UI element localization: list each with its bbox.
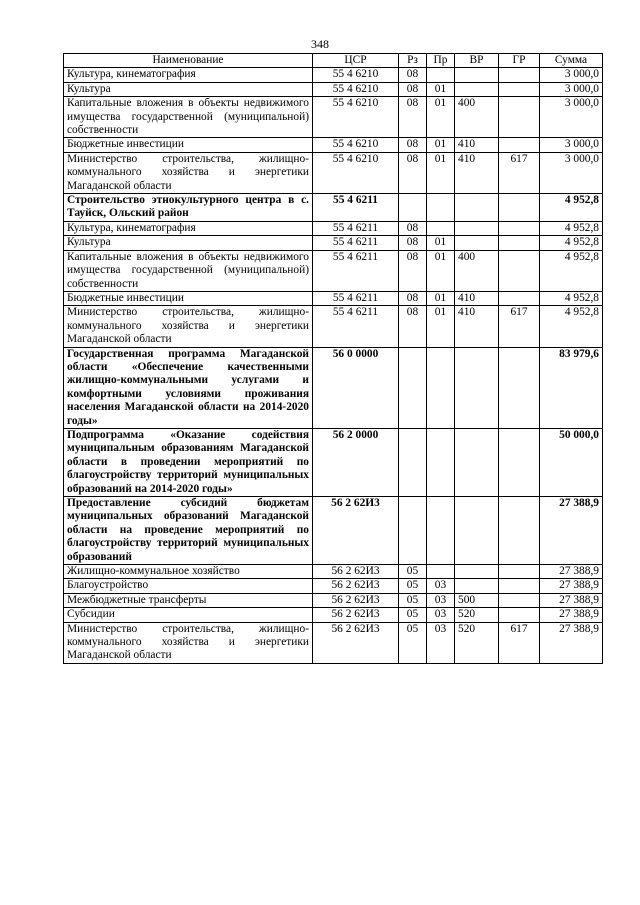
table-row (64, 593, 603, 607)
cell-vr (455, 579, 499, 593)
cell-name: Строительство этнокультурного центра в с. Тауйск, Ольский район (64, 194, 313, 222)
cell-sum: 3 000,0 (540, 82, 603, 96)
table-row (64, 236, 603, 250)
table-row (64, 347, 603, 428)
cell-csr: 56 0 0000 (313, 347, 399, 428)
cell-pr: 01 (427, 250, 455, 291)
cell-gr (499, 291, 540, 305)
header-csr: ЦСР (313, 54, 399, 68)
cell-csr: 55 4 6211 (313, 250, 399, 291)
cell-rz (399, 347, 427, 428)
cell-pr (427, 221, 455, 235)
cell-rz: 08 (399, 68, 427, 82)
table-row (64, 291, 603, 305)
header-vr: ВР (455, 54, 499, 68)
cell-rz: 05 (399, 622, 427, 663)
cell-rz (399, 428, 427, 496)
table-row (64, 608, 603, 622)
cell-csr: 55 4 6210 (313, 152, 399, 193)
cell-pr: 03 (427, 593, 455, 607)
cell-sum: 27 388,9 (540, 593, 603, 607)
cell-pr (427, 428, 455, 496)
cell-vr (455, 236, 499, 250)
cell-csr: 56 2 62И3 (313, 622, 399, 663)
cell-sum: 27 388,9 (540, 565, 603, 579)
cell-name: Межбюджетные трансферты (64, 593, 313, 607)
cell-vr (455, 221, 499, 235)
table-row (64, 428, 603, 496)
cell-name: Предоставление субсидий бюджетам муниципальных образований Магаданской области на проведение мероприятий по благоустройству территорий муниципальных образований (64, 497, 313, 565)
cell-csr: 55 4 6211 (313, 194, 399, 222)
cell-pr: 01 (427, 97, 455, 138)
cell-rz: 08 (399, 236, 427, 250)
cell-csr: 56 2 62И3 (313, 593, 399, 607)
cell-pr (427, 497, 455, 565)
cell-gr (499, 82, 540, 96)
cell-rz: 08 (399, 306, 427, 347)
header-sum: Сумма (540, 54, 603, 68)
cell-sum: 4 952,8 (540, 291, 603, 305)
cell-vr: 410 (455, 152, 499, 193)
cell-vr: 400 (455, 97, 499, 138)
cell-rz: 05 (399, 593, 427, 607)
cell-name: Бюджетные инвестиции (64, 138, 313, 152)
cell-gr (499, 593, 540, 607)
cell-pr: 03 (427, 622, 455, 663)
cell-sum: 27 388,9 (540, 622, 603, 663)
table-body (64, 68, 603, 663)
cell-csr: 56 2 62И3 (313, 608, 399, 622)
cell-pr (427, 194, 455, 222)
cell-name: Жилищно-коммунальное хозяйство (64, 565, 313, 579)
cell-vr: 520 (455, 608, 499, 622)
cell-pr: 01 (427, 291, 455, 305)
cell-sum: 4 952,8 (540, 236, 603, 250)
table-header-row (64, 54, 603, 68)
cell-pr: 03 (427, 608, 455, 622)
cell-vr (455, 82, 499, 96)
cell-name: Культура, кинематография (64, 68, 313, 82)
cell-csr: 55 4 6210 (313, 82, 399, 96)
table-row (64, 152, 603, 193)
cell-name: Министерство строительства, жилищно-коммунального хозяйства и энергетики Магаданской области (64, 306, 313, 347)
cell-csr: 55 4 6211 (313, 291, 399, 305)
cell-sum: 4 952,8 (540, 250, 603, 291)
cell-name: Капитальные вложения в объекты недвижимого имущества государственной (муниципальной) собственности (64, 97, 313, 138)
cell-gr (499, 250, 540, 291)
header-rz: Рз (399, 54, 427, 68)
cell-gr (499, 347, 540, 428)
cell-vr (455, 347, 499, 428)
cell-csr: 55 4 6210 (313, 138, 399, 152)
table-row (64, 82, 603, 96)
cell-gr (499, 236, 540, 250)
cell-csr: 56 2 62И3 (313, 579, 399, 593)
cell-rz: 08 (399, 291, 427, 305)
cell-csr: 56 2 0000 (313, 428, 399, 496)
cell-csr: 55 4 6210 (313, 97, 399, 138)
cell-name: Бюджетные инвестиции (64, 291, 313, 305)
cell-name: Субсидии (64, 608, 313, 622)
cell-csr: 56 2 62И3 (313, 497, 399, 565)
table-row (64, 250, 603, 291)
cell-name: Министерство строительства, жилищно-коммунального хозяйства и энергетики Магаданской области (64, 152, 313, 193)
cell-name: Государственная программа Магаданской области «Обеспечение качественными жилищно-коммунальными услугами и комфортными условиями проживания населения Магаданской области на 2014-2020 годы» (64, 347, 313, 428)
cell-name: Культура (64, 82, 313, 96)
table-row (64, 97, 603, 138)
cell-pr (427, 347, 455, 428)
table-row (64, 565, 603, 579)
cell-csr: 55 4 6211 (313, 306, 399, 347)
cell-name: Благоустройство (64, 579, 313, 593)
cell-rz: 05 (399, 579, 427, 593)
cell-rz (399, 497, 427, 565)
header-gr: ГР (499, 54, 540, 68)
cell-gr: 617 (499, 306, 540, 347)
cell-vr (455, 565, 499, 579)
cell-pr: 03 (427, 579, 455, 593)
cell-sum: 3 000,0 (540, 68, 603, 82)
cell-vr: 410 (455, 138, 499, 152)
cell-vr (455, 497, 499, 565)
cell-sum: 3 000,0 (540, 97, 603, 138)
cell-vr: 410 (455, 291, 499, 305)
cell-gr (499, 497, 540, 565)
cell-csr: 55 4 6210 (313, 68, 399, 82)
header-pr: Пр (427, 54, 455, 68)
table-row (64, 68, 603, 82)
cell-rz (399, 194, 427, 222)
cell-sum: 4 952,8 (540, 194, 603, 222)
table-row (64, 194, 603, 222)
cell-gr (499, 194, 540, 222)
cell-sum: 27 388,9 (540, 608, 603, 622)
cell-pr: 01 (427, 306, 455, 347)
table-row (64, 221, 603, 235)
cell-sum: 50 000,0 (540, 428, 603, 496)
cell-csr: 55 4 6211 (313, 236, 399, 250)
cell-sum: 83 979,6 (540, 347, 603, 428)
cell-vr: 500 (455, 593, 499, 607)
cell-sum: 4 952,8 (540, 221, 603, 235)
table-row (64, 622, 603, 663)
cell-gr (499, 68, 540, 82)
cell-pr: 01 (427, 82, 455, 96)
cell-vr (455, 428, 499, 496)
cell-gr (499, 565, 540, 579)
cell-vr: 520 (455, 622, 499, 663)
cell-gr (499, 608, 540, 622)
table-row (64, 138, 603, 152)
cell-name: Культура, кинематография (64, 221, 313, 235)
cell-vr: 400 (455, 250, 499, 291)
page-number: 348 (311, 37, 329, 51)
cell-pr (427, 565, 455, 579)
cell-sum: 27 388,9 (540, 579, 603, 593)
cell-rz: 05 (399, 565, 427, 579)
cell-csr: 55 4 6211 (313, 221, 399, 235)
cell-sum: 3 000,0 (540, 152, 603, 193)
cell-rz: 08 (399, 250, 427, 291)
cell-gr (499, 97, 540, 138)
cell-rz: 08 (399, 152, 427, 193)
cell-rz: 08 (399, 221, 427, 235)
cell-gr (499, 579, 540, 593)
cell-sum: 27 388,9 (540, 497, 603, 565)
table-row (64, 306, 603, 347)
cell-sum: 3 000,0 (540, 138, 603, 152)
cell-vr: 410 (455, 306, 499, 347)
cell-gr (499, 138, 540, 152)
cell-vr (455, 68, 499, 82)
cell-pr: 01 (427, 138, 455, 152)
cell-gr (499, 221, 540, 235)
cell-pr (427, 68, 455, 82)
cell-name: Подпрограмма «Оказание содействия муниципальным образованиям Магаданской области в проведении мероприятий по благоустройству территорий муниципальных образований на 2014-2020 годы» (64, 428, 313, 496)
cell-csr: 56 2 62И3 (313, 565, 399, 579)
cell-name: Капитальные вложения в объекты недвижимого имущества государственной (муниципальной) собственности (64, 250, 313, 291)
cell-gr: 617 (499, 152, 540, 193)
cell-pr: 01 (427, 236, 455, 250)
cell-rz: 05 (399, 608, 427, 622)
cell-rz: 08 (399, 138, 427, 152)
cell-rz: 08 (399, 97, 427, 138)
cell-sum: 4 952,8 (540, 306, 603, 347)
cell-gr: 617 (499, 622, 540, 663)
cell-name: Министерство строительства, жилищно-коммунального хозяйства и энергетики Магаданской области (64, 622, 313, 663)
cell-vr (455, 194, 499, 222)
cell-pr: 01 (427, 152, 455, 193)
budget-table (63, 53, 603, 664)
table-row (64, 497, 603, 565)
cell-name: Культура (64, 236, 313, 250)
cell-gr (499, 428, 540, 496)
cell-rz: 08 (399, 82, 427, 96)
header-name: Наименование (64, 54, 313, 68)
table-row (64, 579, 603, 593)
